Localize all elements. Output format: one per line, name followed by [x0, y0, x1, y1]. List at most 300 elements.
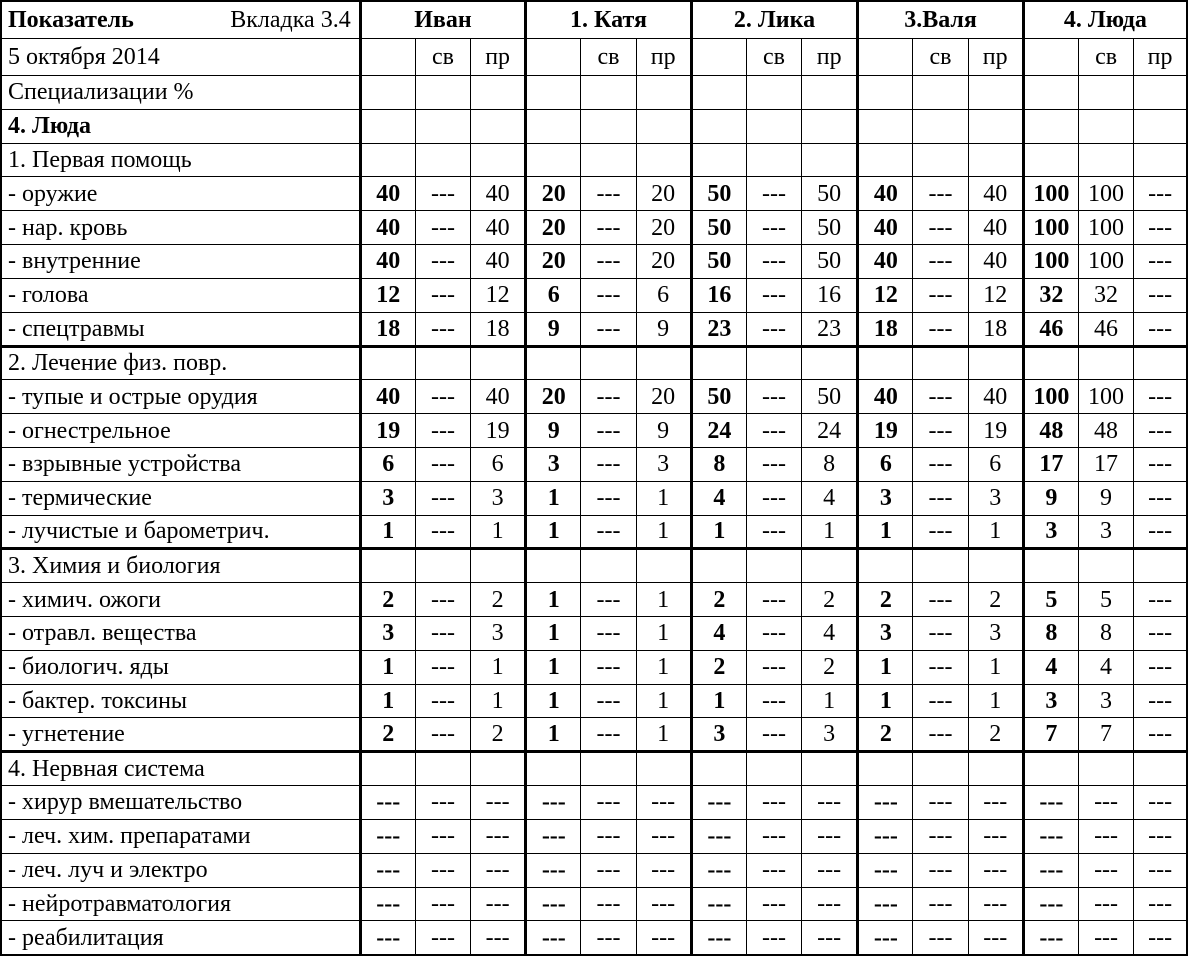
value-cell: 1	[526, 515, 581, 549]
value-cell: 3	[802, 718, 858, 752]
value-cell: 40	[471, 177, 526, 211]
value-cell: 4	[691, 481, 746, 515]
section-label: 2. Лечение физ. повр.	[1, 346, 360, 380]
value-cell: 6	[471, 447, 526, 481]
value-cell	[471, 76, 526, 110]
row-label: - огнестрельное	[1, 414, 360, 448]
value-cell: ---	[691, 921, 746, 955]
value-cell: ---	[1134, 380, 1187, 414]
value-cell: ---	[691, 887, 746, 921]
value-cell	[581, 143, 636, 177]
table-row	[1, 278, 1187, 312]
value-cell: 6	[526, 278, 581, 312]
table-row	[1, 617, 1187, 651]
value-cell: ---	[858, 921, 913, 955]
section-row	[1, 752, 1187, 786]
row-label: - бактер. токсины	[1, 684, 360, 718]
section-row	[1, 109, 1187, 143]
value-cell: 1	[526, 650, 581, 684]
value-cell: ---	[746, 177, 801, 211]
value-cell: ---	[471, 887, 526, 921]
value-cell: ---	[360, 887, 415, 921]
value-cell: 5	[1023, 583, 1078, 617]
value-cell: ---	[581, 786, 636, 820]
value-cell: 20	[526, 177, 581, 211]
value-cell: 1	[691, 684, 746, 718]
value-cell	[360, 346, 415, 380]
value-cell	[526, 76, 581, 110]
value-cell	[746, 752, 801, 786]
value-cell	[691, 346, 746, 380]
value-cell: 1	[802, 684, 858, 718]
sub-sv: св	[581, 38, 636, 75]
value-cell: 50	[691, 177, 746, 211]
value-cell	[691, 109, 746, 143]
value-cell: ---	[415, 414, 470, 448]
value-cell: ---	[1134, 278, 1187, 312]
value-cell: ---	[802, 819, 858, 853]
value-cell	[360, 143, 415, 177]
value-cell: 20	[526, 245, 581, 279]
sub-pr: пр	[968, 38, 1023, 75]
value-cell	[526, 109, 581, 143]
value-cell: 8	[1023, 617, 1078, 651]
value-cell	[581, 76, 636, 110]
value-cell: ---	[913, 380, 968, 414]
value-cell: 2	[802, 583, 858, 617]
value-cell	[913, 346, 968, 380]
value-cell: 23	[691, 312, 746, 346]
value-cell: 2	[968, 583, 1023, 617]
value-cell: 1	[636, 718, 691, 752]
section-row	[1, 143, 1187, 177]
value-cell	[1023, 143, 1078, 177]
value-cell: ---	[1134, 414, 1187, 448]
tab-label: Вкладка 3.4	[230, 6, 351, 33]
value-cell: 40	[858, 177, 913, 211]
value-cell: ---	[1134, 481, 1187, 515]
value-cell: ---	[746, 853, 801, 887]
value-cell: 2	[360, 583, 415, 617]
value-cell: ---	[1078, 887, 1133, 921]
table-row	[1, 447, 1187, 481]
value-cell: ---	[1134, 684, 1187, 718]
value-cell	[636, 76, 691, 110]
value-cell: 40	[360, 211, 415, 245]
value-cell: ---	[581, 245, 636, 279]
value-cell: ---	[471, 853, 526, 887]
value-cell: 2	[691, 583, 746, 617]
value-cell: ---	[360, 819, 415, 853]
sub-total	[360, 38, 415, 75]
value-cell: 50	[691, 245, 746, 279]
value-cell: 1	[691, 515, 746, 549]
value-cell: ---	[1134, 312, 1187, 346]
value-cell: 6	[968, 447, 1023, 481]
value-cell	[415, 143, 470, 177]
value-cell: 3	[636, 447, 691, 481]
value-cell: ---	[913, 414, 968, 448]
value-cell: ---	[581, 921, 636, 955]
value-cell: 9	[636, 312, 691, 346]
value-cell: ---	[913, 278, 968, 312]
value-cell: ---	[968, 786, 1023, 820]
value-cell	[858, 549, 913, 583]
value-cell	[913, 549, 968, 583]
value-cell	[858, 109, 913, 143]
value-cell: ---	[1134, 245, 1187, 279]
value-cell: ---	[1023, 819, 1078, 853]
value-cell	[802, 109, 858, 143]
row-label: - взрывные устройства	[1, 447, 360, 481]
value-cell: 9	[526, 312, 581, 346]
value-cell: 50	[691, 380, 746, 414]
value-cell	[913, 143, 968, 177]
value-cell: ---	[1134, 650, 1187, 684]
value-cell: ---	[415, 617, 470, 651]
person-header-lika: 2. Лика	[691, 1, 858, 38]
value-cell: 1	[526, 684, 581, 718]
row-label: - леч. луч и электро	[1, 853, 360, 887]
value-cell	[415, 76, 470, 110]
value-cell: ---	[913, 921, 968, 955]
value-cell: 2	[471, 583, 526, 617]
value-cell	[360, 549, 415, 583]
value-cell	[802, 752, 858, 786]
value-cell: ---	[913, 583, 968, 617]
value-cell	[746, 346, 801, 380]
value-cell: 18	[360, 312, 415, 346]
value-cell: ---	[968, 921, 1023, 955]
value-cell: ---	[802, 887, 858, 921]
value-cell: 20	[636, 245, 691, 279]
value-cell: 2	[802, 650, 858, 684]
value-cell: ---	[1134, 617, 1187, 651]
value-cell	[913, 109, 968, 143]
value-cell: 19	[360, 414, 415, 448]
value-cell	[581, 109, 636, 143]
value-cell	[1078, 76, 1133, 110]
value-cell: 3	[360, 617, 415, 651]
value-cell: ---	[415, 583, 470, 617]
value-cell: 3	[691, 718, 746, 752]
value-cell: ---	[746, 684, 801, 718]
value-cell: 50	[802, 177, 858, 211]
row-label: - реабилитация	[1, 921, 360, 955]
table-row	[1, 819, 1187, 853]
value-cell: 40	[360, 380, 415, 414]
value-cell	[415, 346, 470, 380]
value-cell: 1	[636, 481, 691, 515]
value-cell: 18	[858, 312, 913, 346]
value-cell: ---	[913, 887, 968, 921]
value-cell: ---	[581, 819, 636, 853]
value-cell: ---	[526, 887, 581, 921]
value-cell: 3	[1023, 684, 1078, 718]
table-row	[1, 380, 1187, 414]
value-cell: 40	[471, 380, 526, 414]
sub-sv: св	[415, 38, 470, 75]
value-cell	[802, 76, 858, 110]
value-cell: 1	[360, 515, 415, 549]
value-cell: ---	[1078, 853, 1133, 887]
value-cell	[1078, 109, 1133, 143]
value-cell: ---	[968, 853, 1023, 887]
value-cell: 50	[802, 211, 858, 245]
value-cell: 40	[471, 245, 526, 279]
value-cell: ---	[360, 921, 415, 955]
value-cell: ---	[636, 786, 691, 820]
value-cell: 20	[526, 211, 581, 245]
value-cell: 100	[1023, 177, 1078, 211]
value-cell	[526, 346, 581, 380]
section-label: 4. Люда	[1, 109, 360, 143]
row-label: - нейротравматология	[1, 887, 360, 921]
value-cell: ---	[415, 650, 470, 684]
value-cell: ---	[746, 414, 801, 448]
value-cell: 2	[858, 583, 913, 617]
value-cell: ---	[746, 583, 801, 617]
value-cell: 3	[858, 481, 913, 515]
row-label: - химич. ожоги	[1, 583, 360, 617]
value-cell: 2	[691, 650, 746, 684]
sub-total	[691, 38, 746, 75]
value-cell: 12	[471, 278, 526, 312]
value-cell: 4	[802, 481, 858, 515]
table-row	[1, 312, 1187, 346]
row-label: - тупые и острые орудия	[1, 380, 360, 414]
value-cell: ---	[415, 211, 470, 245]
value-cell	[968, 549, 1023, 583]
indicator-cell	[1, 1, 360, 38]
value-cell	[858, 143, 913, 177]
table-row	[1, 684, 1187, 718]
person-header-lyuda: 4. Люда	[1023, 1, 1187, 38]
value-cell	[691, 76, 746, 110]
row-label: - отравл. вещества	[1, 617, 360, 651]
value-cell	[691, 752, 746, 786]
value-cell: ---	[415, 245, 470, 279]
value-cell: ---	[913, 718, 968, 752]
person-header-valya: 3.Валя	[858, 1, 1024, 38]
value-cell: 1	[360, 684, 415, 718]
value-cell: 40	[858, 380, 913, 414]
value-cell: ---	[1078, 786, 1133, 820]
value-cell	[1134, 143, 1187, 177]
value-cell	[858, 346, 913, 380]
sub-pr: пр	[636, 38, 691, 75]
header-row-sub	[1, 38, 1187, 75]
value-cell	[1023, 549, 1078, 583]
value-cell: 1	[858, 684, 913, 718]
value-cell: ---	[360, 786, 415, 820]
sub-total	[1023, 38, 1078, 75]
value-cell	[360, 109, 415, 143]
table-row	[1, 414, 1187, 448]
value-cell: 6	[360, 447, 415, 481]
row-label: - голова	[1, 278, 360, 312]
value-cell: 20	[636, 177, 691, 211]
value-cell: 1	[802, 515, 858, 549]
sub-pr: пр	[1134, 38, 1187, 75]
table-row	[1, 650, 1187, 684]
value-cell: ---	[858, 819, 913, 853]
value-cell: ---	[913, 245, 968, 279]
value-cell	[913, 76, 968, 110]
value-cell: 100	[1078, 211, 1133, 245]
value-cell: ---	[968, 887, 1023, 921]
value-cell: ---	[1023, 921, 1078, 955]
value-cell: ---	[415, 380, 470, 414]
value-cell: 40	[858, 211, 913, 245]
value-cell: ---	[746, 312, 801, 346]
row-label: - оружие	[1, 177, 360, 211]
value-cell	[636, 346, 691, 380]
value-cell: ---	[913, 786, 968, 820]
value-cell	[1134, 752, 1187, 786]
value-cell: ---	[581, 583, 636, 617]
value-cell	[1078, 752, 1133, 786]
value-cell: 1	[968, 515, 1023, 549]
value-cell	[526, 549, 581, 583]
value-cell: 40	[360, 177, 415, 211]
value-cell: 100	[1023, 211, 1078, 245]
table-row	[1, 786, 1187, 820]
value-cell: ---	[581, 380, 636, 414]
value-cell: ---	[1134, 211, 1187, 245]
value-cell: 18	[471, 312, 526, 346]
header-row-names	[1, 1, 1187, 38]
value-cell: ---	[913, 650, 968, 684]
value-cell: 100	[1078, 177, 1133, 211]
value-cell: ---	[913, 447, 968, 481]
value-cell: 2	[968, 718, 1023, 752]
table-row	[1, 718, 1187, 752]
value-cell	[360, 76, 415, 110]
value-cell	[802, 143, 858, 177]
value-cell: 3	[858, 617, 913, 651]
value-cell: 48	[1023, 414, 1078, 448]
value-cell: ---	[802, 786, 858, 820]
value-cell: 6	[858, 447, 913, 481]
value-cell: ---	[526, 819, 581, 853]
section-label: Специализации %	[1, 76, 360, 110]
value-cell: 8	[1078, 617, 1133, 651]
value-cell: 7	[1023, 718, 1078, 752]
value-cell: ---	[471, 786, 526, 820]
row-label: - хирур вмешательство	[1, 786, 360, 820]
row-label: - биологич. яды	[1, 650, 360, 684]
person-header-ivan: Иван	[360, 1, 526, 38]
value-cell	[415, 752, 470, 786]
value-cell: 100	[1078, 380, 1133, 414]
value-cell: 46	[1078, 312, 1133, 346]
value-cell: ---	[746, 921, 801, 955]
value-cell: ---	[858, 786, 913, 820]
value-cell: ---	[415, 278, 470, 312]
value-cell: ---	[636, 819, 691, 853]
table-row	[1, 887, 1187, 921]
value-cell: 1	[471, 515, 526, 549]
row-label: - внутренние	[1, 245, 360, 279]
value-cell: ---	[1134, 921, 1187, 955]
value-cell	[1134, 109, 1187, 143]
value-cell: 4	[1023, 650, 1078, 684]
value-cell	[1023, 346, 1078, 380]
value-cell: 1	[968, 684, 1023, 718]
value-cell	[746, 549, 801, 583]
value-cell: ---	[1078, 921, 1133, 955]
value-cell	[1134, 346, 1187, 380]
sub-total	[858, 38, 913, 75]
value-cell: ---	[746, 481, 801, 515]
value-cell: ---	[415, 447, 470, 481]
value-cell: 9	[1023, 481, 1078, 515]
value-cell: 1	[636, 583, 691, 617]
value-cell: 20	[526, 380, 581, 414]
value-cell: 8	[802, 447, 858, 481]
value-cell: ---	[746, 447, 801, 481]
sub-pr: пр	[802, 38, 858, 75]
value-cell	[802, 549, 858, 583]
value-cell: 1	[636, 617, 691, 651]
value-cell: ---	[415, 819, 470, 853]
value-cell: ---	[1134, 718, 1187, 752]
value-cell: 50	[802, 380, 858, 414]
value-cell	[471, 346, 526, 380]
value-cell: ---	[415, 921, 470, 955]
value-cell: 17	[1078, 447, 1133, 481]
indicator-label: Показатель	[8, 6, 134, 33]
value-cell	[968, 752, 1023, 786]
value-cell: 1	[636, 515, 691, 549]
value-cell: ---	[415, 684, 470, 718]
value-cell: ---	[746, 786, 801, 820]
sub-sv: св	[1078, 38, 1133, 75]
value-cell: 3	[360, 481, 415, 515]
value-cell: ---	[526, 853, 581, 887]
value-cell	[968, 143, 1023, 177]
value-cell: ---	[913, 617, 968, 651]
value-cell: 9	[636, 414, 691, 448]
value-cell	[581, 346, 636, 380]
value-cell	[913, 752, 968, 786]
value-cell: 4	[802, 617, 858, 651]
value-cell	[968, 76, 1023, 110]
value-cell: 100	[1023, 245, 1078, 279]
value-cell: 100	[1023, 380, 1078, 414]
value-cell	[526, 143, 581, 177]
value-cell: 6	[636, 278, 691, 312]
value-cell: ---	[581, 617, 636, 651]
value-cell: 3	[526, 447, 581, 481]
date-label: 5 октября 2014	[1, 38, 360, 75]
value-cell: 3	[968, 481, 1023, 515]
value-cell: ---	[636, 887, 691, 921]
value-cell: 1	[526, 718, 581, 752]
value-cell: ---	[581, 177, 636, 211]
value-cell: ---	[858, 853, 913, 887]
value-cell: 17	[1023, 447, 1078, 481]
value-cell: ---	[913, 684, 968, 718]
value-cell: ---	[636, 921, 691, 955]
value-cell	[802, 346, 858, 380]
value-cell: ---	[581, 650, 636, 684]
value-cell: 23	[802, 312, 858, 346]
row-label: - термические	[1, 481, 360, 515]
table-row	[1, 921, 1187, 955]
value-cell: 40	[968, 380, 1023, 414]
